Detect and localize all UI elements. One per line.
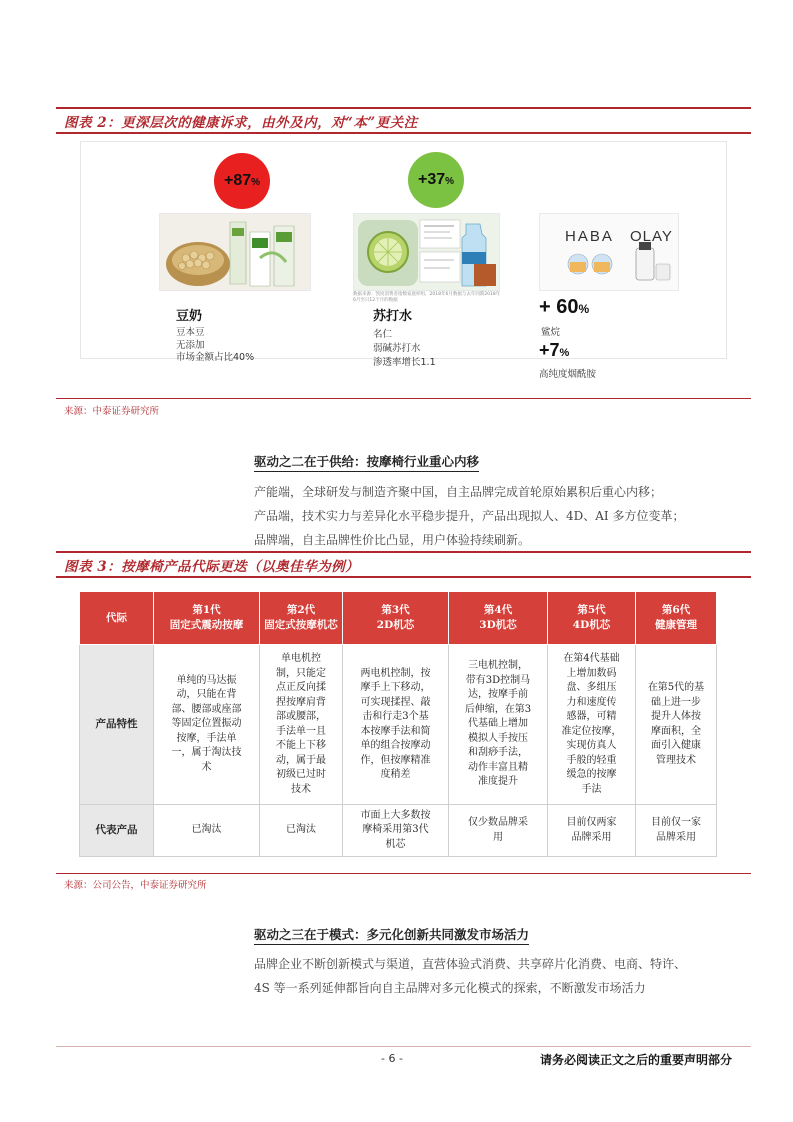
skincare-product-image <box>539 213 679 291</box>
page-number: - 6 - <box>381 1052 403 1065</box>
growth-badge-soymilk: +87% <box>214 153 270 209</box>
table-cell: 目前仅一家 品牌采用 <box>636 805 717 857</box>
paragraph-line: 产品端，技术实力与差异化水平稳步提升，产品出现拟人、4D、AI 多方位变革； <box>254 509 685 523</box>
paragraph-line: 品牌端，自主品牌性价比凸显，用户体验持续刷新。 <box>254 533 531 547</box>
figure3-top-rule <box>56 551 751 553</box>
figure3-title-rule <box>56 576 751 578</box>
table-cell: 三电机控制， 带有3D控制马 达，按摩手前 后伸缩，在第3 代基础上增加 模拟人手按压 和刮痧手法， 动作丰富且精 准度提升 <box>449 645 548 805</box>
section3-paragraph <box>254 952 752 1000</box>
section3-heading: 驱动之三在于模式：多元化创新共同激发市场活力 <box>254 925 529 945</box>
figure2-infographic <box>80 141 727 368</box>
header-cell: 第1代 固定式震动按摩 <box>154 592 260 645</box>
label-niacinamide: 高纯度烟酰胺 <box>539 369 597 380</box>
figure2-top-rule <box>56 107 751 109</box>
table-cell: 在第4代基础 上增加数码 盘、多组压 力和速度传 感器，可精 准定位按摩， 实现仿真人 手般的轻重 缓急的按摩 手法 <box>548 645 636 805</box>
panel-soda-note: 数据来源：凯度消费者指数家庭样组，2018年6月数据与去年同期2018年6月至日12个月的数据 <box>353 292 501 303</box>
pct-niacinamide: +7% <box>539 340 570 360</box>
panel-soda-title: 苏打水 <box>373 309 413 324</box>
header-cell: 第3代 2D机芯 <box>343 592 449 645</box>
generation-table <box>79 591 717 857</box>
soda-product-image <box>353 213 500 291</box>
figure2-source: 来源：中泰证券研究所 <box>64 406 160 417</box>
table-cell: 两电机控制，按 摩手上下移动， 可实现揉捏、敲 击和行走3个基 本按摩手法和简 单的组合按摩动 作，但按摩精准 度稍差 <box>343 645 449 805</box>
table-cell: 已淘汰 <box>260 805 343 857</box>
figure3-source: 来源：公司公告，中泰证券研究所 <box>64 880 207 891</box>
brand-olay: OLAY <box>630 228 673 245</box>
panel-soymilk-title: 豆奶 <box>176 309 203 324</box>
figure3-bottom-rule <box>56 873 751 874</box>
table-cell: 目前仅两家 品牌采用 <box>548 805 636 857</box>
figure2-title: 图表 2：更深层次的健康诉求，由外及内，对“本”更关注 <box>64 115 418 131</box>
footer-notice: 请务必阅读正文之后的重要声明部分 <box>540 1053 733 1067</box>
table-row <box>80 805 717 857</box>
table-row <box>80 645 717 805</box>
table-cell: 仅少数品牌采 用 <box>449 805 548 857</box>
table-header-row <box>80 592 717 645</box>
panel-soda-line: 弱碱苏打水 <box>373 343 421 354</box>
row-label: 产品特性 <box>80 645 154 805</box>
figure3-title: 图表 3：按摩椅产品代际更迭（以奥佳华为例） <box>64 559 360 575</box>
figure2-bottom-rule <box>56 398 751 399</box>
paragraph-line: 4S 等一系列延伸都旨向自主品牌对多元化模式的探索，不断激发市场活力 <box>254 981 646 995</box>
panel-soymilk-line: 市场金额占比40% <box>176 352 255 363</box>
paragraph-line: 产能端，全球研发与制造齐聚中国，自主品牌完成首轮原始累积后重心内移； <box>254 485 663 499</box>
panel-soda-line: 渗透率增长1.1 <box>373 357 436 368</box>
label-squalane: 鲨烷 <box>541 327 561 338</box>
growth-badge-soda: +37% <box>408 152 464 208</box>
figure2-title-rule <box>56 132 751 134</box>
soymilk-product-image <box>159 213 311 291</box>
row-label: 代表产品 <box>80 805 154 857</box>
header-cell: 第5代 4D机芯 <box>548 592 636 645</box>
header-cell: 代际 <box>80 592 154 645</box>
header-cell: 第4代 3D机芯 <box>449 592 548 645</box>
panel-soymilk-line: 无添加 <box>176 340 205 351</box>
header-cell: 第6代 健康管理 <box>636 592 717 645</box>
header-cell: 第2代 固定式按摩机芯 <box>260 592 343 645</box>
footer-rule <box>56 1046 751 1047</box>
paragraph-line: 品牌企业不断创新模式与渠道，直营体验式消费、共享碎片化消费、电商、特许、 <box>254 957 687 971</box>
panel-soymilk-line: 豆本豆 <box>176 327 205 338</box>
table-cell: 单纯的马达振 动，只能在背 部、腰部或座部 等固定位置振动 按摩，手法单 一，属于淘汰技 术 <box>154 645 260 805</box>
table-cell: 在第5代的基 础上进一步 提升人体按 摩面积，全 面引入健康 管理技术 <box>636 645 717 805</box>
section2-heading: 驱动之二在于供给：按摩椅行业重心内移 <box>254 452 479 472</box>
table-cell: 市面上大多数按 摩椅采用第3代 机芯 <box>343 805 449 857</box>
section2-paragraph <box>254 480 752 552</box>
pct-squalane: + 60% <box>539 296 590 318</box>
table-cell: 单电机控 制，只能定 点正反向揉 捏按摩肩背 部或腰部， 手法单一且 不能上下移 动，属于最 初级已过时 技术 <box>260 645 343 805</box>
table-cell: 已淘汰 <box>154 805 260 857</box>
brand-haba: HABA <box>565 228 614 245</box>
panel-soda-line: 名仁 <box>373 329 393 340</box>
